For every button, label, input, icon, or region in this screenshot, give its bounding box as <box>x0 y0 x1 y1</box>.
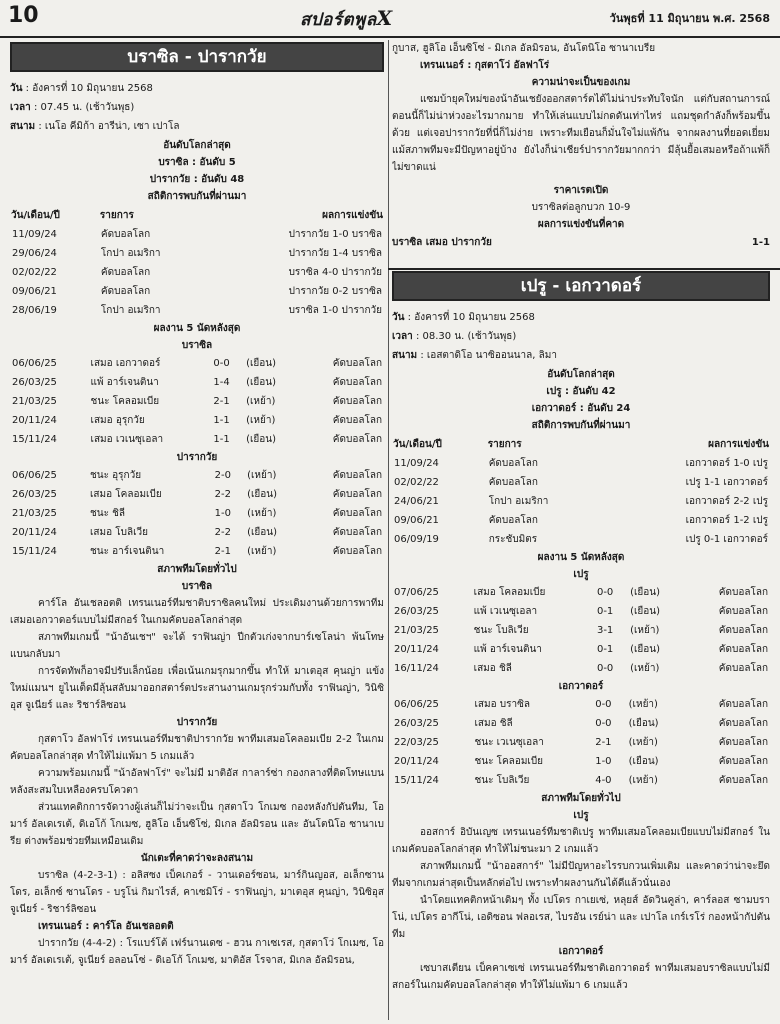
row-date: 11/09/24 <box>12 229 57 240</box>
match2-rank-a: เปรู : อันดับ 42 <box>546 386 616 397</box>
row-match: เสมอ ชิลี <box>474 718 513 729</box>
row-venue-type: (เยือน) <box>247 489 277 500</box>
match1-outlook-title: ความน่าจะเป็นของเกม <box>531 77 631 88</box>
row-event: คัดบอลโลก <box>100 286 151 297</box>
row-match: เสมอ โบลิเวีย <box>89 527 149 538</box>
match1-status-teamA: บราซิล <box>181 581 213 592</box>
col-date: วัน/เดือน/ปี <box>393 438 442 450</box>
table-row <box>10 430 384 449</box>
match1-date: วัน : อังคารที่ 10 มิถุนายน 2568 <box>10 83 153 94</box>
row-match: ชนะ เวเนซุเอลา <box>474 737 544 748</box>
table-row <box>392 583 770 602</box>
row-score: 0-0 <box>596 663 614 674</box>
row-date: 28/06/19 <box>12 305 57 316</box>
row-match: เสมอ อุรุกวัย <box>90 415 145 426</box>
match1-form-title: ผลงาน 5 นัดหลังสุด <box>153 323 241 334</box>
table-row <box>10 354 384 373</box>
issue-date: วันพุธที่ 11 มิถุนายน พ.ศ. 2568 <box>609 12 770 25</box>
page-header <box>0 0 780 38</box>
match2-teamA-label: เปรู <box>573 569 589 580</box>
row-match: ชนะ อุรุกวัย <box>89 470 142 481</box>
match2-form-title: ผลงาน 5 นัดหลังสุด <box>537 552 625 563</box>
row-match: แพ้ อาร์เจนตินา <box>473 644 542 655</box>
row-competition: คัดบอลโลก <box>718 587 768 598</box>
row-competition: คัดบอลโลก <box>332 489 382 500</box>
table-row <box>392 492 770 511</box>
table-row <box>392 714 770 733</box>
row-event: โกปา อเมริกา <box>488 496 549 507</box>
table-row <box>10 225 384 244</box>
row-venue-type: (เยือน) <box>630 644 660 655</box>
row-result: เปรู 0-1 เอกวาดอร์ <box>685 534 768 545</box>
match2-rank-b: เอกวาดอร์ : อันดับ 24 <box>531 403 631 414</box>
row-competition: คัดบอลโลก <box>718 699 768 710</box>
match1-teamA-label: บราซิล <box>181 340 213 351</box>
row-score: 0-0 <box>213 358 230 369</box>
publication-logo <box>300 6 460 30</box>
row-date: 26/03/25 <box>394 718 439 729</box>
table-row <box>10 244 384 263</box>
match2-teamB-label: เอกวาดอร์ <box>558 681 604 692</box>
row-date: 20/11/24 <box>12 527 57 538</box>
row-venue-type: (เหย้า) <box>628 737 658 748</box>
row-score: 1-1 <box>213 434 230 445</box>
row-score: 0-0 <box>596 587 614 598</box>
row-score: 1-0 <box>595 756 612 767</box>
table-row <box>392 695 770 714</box>
row-event: โกปา อเมริกา <box>100 248 161 259</box>
row-score: 1-1 <box>213 415 230 426</box>
col-event: รายการ <box>99 209 134 221</box>
match1-prediction <box>392 233 770 253</box>
row-date: 15/11/24 <box>12 434 57 445</box>
row-venue-type: (เหย้า) <box>247 508 277 519</box>
row-date: 06/06/25 <box>12 470 57 481</box>
paragraph: กุสตาโว อัลฟาโร่ เทรนเนอร์ทีมชาติปารากวัย พาทีมเสมอโคลอมเบีย 2-2 ในเกมคัดบอลโลกล่าสุด ทำให้ไม่แพ้มา 5 เกมแล้ว <box>10 734 384 762</box>
row-match: เสมอ เอกวาดอร์ <box>90 358 161 369</box>
row-competition: คัดบอลโลก <box>332 470 382 481</box>
lineup-a: บราซิล (4-2-3-1) : อลิสซง เบ็คเกอร์ - วานเดอร์ซอน, มาร์กินญอส, อเล็กซานโดร, อเล็กซ์ ซานโดร - บรูโน่ กิมาไรส์, คาเซมิโร่ - ราฟินญ่า, มาเตอุส คุนญ่า, วินิซิอุส จูเนียร์ - ริชาร์ลิซอน <box>10 870 384 915</box>
match2-status-teamA: เปรู <box>573 810 589 821</box>
table-row <box>10 485 384 504</box>
row-date: 21/03/25 <box>12 396 57 407</box>
match1-h2h-table <box>10 205 384 320</box>
match1-rank-b: ปารากวัย : อันดับ 48 <box>149 174 245 185</box>
table-row <box>392 771 770 790</box>
coach-b: เทรนเนอร์ : กุสตาโว่ อัลฟาโร่ <box>420 60 550 71</box>
row-venue-type: (เยือน) <box>630 606 660 617</box>
row-score: 3-1 <box>596 625 614 636</box>
row-date: 15/11/24 <box>394 775 439 786</box>
row-date: 09/06/21 <box>12 286 57 297</box>
row-competition: คัดบอลโลก <box>718 775 768 786</box>
match1-lineup-title: นักเตะที่คาดว่าจะลงสนาม <box>140 853 254 864</box>
paragraph: การจัดทัพก็อาจมีปรับเล็กน้อย เพื่อเน้นเกมรุกมากขึ้น ทำให้ มาเตอุส คุนญ่า แข้งใหม่แมนฯ ยูไนเต็ดมีลุ้นสลับมาออกสตาร์ตประสานงานเกมรุกร่วมกับทั้ง ราฟินญ่า, วินิซิอุส จูเนียร์ และ ริชาร์ลิซอน <box>10 666 384 711</box>
row-result: เอกวาดอร์ 2-2 เปรู <box>685 496 768 507</box>
row-event: คัดบอลโลก <box>488 515 538 526</box>
row-score: 0-1 <box>596 644 614 655</box>
match2-venue: สนาม : เอสตาดิโอ นาซิออนนาล, ลิมา <box>392 350 557 361</box>
row-result: เปรู 1-1 เอกวาดอร์ <box>685 477 768 488</box>
row-competition: คัดบอลโลก <box>332 415 382 426</box>
row-match: แพ้ อาร์เจนตินา <box>90 377 159 388</box>
row-event: คัดบอลโลก <box>488 458 538 469</box>
row-date: 06/09/19 <box>394 534 439 545</box>
table-row <box>392 454 770 473</box>
table-row <box>10 542 384 561</box>
row-venue-type: (เยือน) <box>628 756 659 767</box>
row-score: 2-0 <box>214 470 231 481</box>
match1-ranking-title: อันดับโลกล่าสุด <box>163 140 231 151</box>
match1-status-title: สภาพทีมโดยทั่วไป <box>157 564 237 575</box>
row-event: คัดบอลโลก <box>488 477 538 488</box>
row-match: เสมอ โคลอมเบีย <box>89 489 162 500</box>
table-row <box>10 263 384 282</box>
row-score: 0-0 <box>595 718 612 729</box>
logo-x: X <box>376 6 393 30</box>
row-competition: คัดบอลโลก <box>332 358 382 369</box>
table-row <box>10 373 384 392</box>
row-date: 16/11/24 <box>394 663 439 674</box>
table-row <box>392 659 770 678</box>
row-date: 20/11/24 <box>394 644 439 655</box>
paragraph: ออสการ์ อิบันเญซ เทรนเนอร์ทีมชาติเปรู พาทีมเสมอโคลอมเบียแบบไม่มีสกอร์ ในเกมคัดบอลโลกล่าสุด ทำให้ไม่ชนะมา 2 เกมแล้ว <box>392 827 770 855</box>
table-row <box>10 411 384 430</box>
row-match: แพ้ เวเนซุเอลา <box>473 606 538 617</box>
match2-ranking-title: อันดับโลกล่าสุด <box>547 369 615 380</box>
row-match: เสมอ ชิลี <box>473 663 512 674</box>
row-date: 15/11/24 <box>12 546 57 557</box>
table-row <box>10 523 384 542</box>
row-score: 1-4 <box>213 377 230 388</box>
paragraph: สภาพทีมเกมนี้ "น้าอันเชฯ" จะได้ ราฟินญ่า ปีกตัวเก่งจากบาร์เซโลน่า พ้นโทษแบนกลับมา <box>10 632 384 660</box>
table-row <box>10 504 384 523</box>
table-row <box>392 621 770 640</box>
match1-h2h-title: สถิติการพบกันที่ผ่านมา <box>147 191 247 202</box>
row-match: เสมอ โคลอมเบีย <box>473 587 546 598</box>
match2-title: เปรู - เอกวาดอร์ <box>392 271 770 301</box>
row-competition: คัดบอลโลก <box>332 527 382 538</box>
row-score: 2-1 <box>214 546 231 557</box>
row-score: 4-0 <box>595 775 612 786</box>
row-date: 02/02/22 <box>394 477 439 488</box>
row-score: 2-2 <box>214 489 231 500</box>
row-date: 24/06/21 <box>394 496 439 507</box>
table-row <box>392 733 770 752</box>
match2-status-teamB: เอกวาดอร์ <box>558 946 604 957</box>
row-date: 07/06/25 <box>394 587 439 598</box>
prediction-text: บราซิล เสมอ ปารากวัย <box>392 237 492 248</box>
match1-formB-table <box>10 466 384 561</box>
match1-odds-title: ราคาเรตเปิด <box>553 185 609 196</box>
h2h-header-row <box>392 434 770 454</box>
row-match: ชนะ โบลิเวีย <box>474 775 530 786</box>
row-venue-type: (เยือน) <box>630 587 660 598</box>
paragraph: ส่วนแทคติกการจัดวางผู้เล่นก็ไม่ว่าจะเป็น กุสตาโว โกเมซ กองหลังกัปตันทีม, โอมาร์ อัลเดเรเต้, ดิเอโก้ โกเมซ, ฮูลิโอ เอ็นซิโซ่, มิเกล อัลมิรอน และ อันโตนิโอ ซานาเบรีย ต่างพร้อมช่วยทีมเหมือนเดิม <box>10 802 384 847</box>
row-competition: คัดบอลโลก <box>718 644 768 655</box>
match2-h2h-title: สถิติการพบกันที่ผ่านมา <box>531 420 631 431</box>
row-venue-type: (เหย้า) <box>630 625 660 636</box>
row-competition: คัดบอลโลก <box>718 756 768 767</box>
row-venue-type: (เหย้า) <box>246 396 276 407</box>
row-competition: คัดบอลโลก <box>718 663 768 674</box>
row-date: 09/06/21 <box>394 515 439 526</box>
row-score: 2-1 <box>595 737 612 748</box>
row-result: เอกวาดอร์ 1-2 เปรู <box>685 515 768 526</box>
row-score: 0-1 <box>596 606 614 617</box>
row-date: 26/03/25 <box>12 489 57 500</box>
row-event: คัดบอลโลก <box>100 229 151 240</box>
table-row <box>392 602 770 621</box>
paragraph: สภาพทีมเกมนี้ "น้าออสการ์" ไม่มีปัญหาอะไรรบกวนเพิ่มเติม และคาดว่าน่าจะยึดทีมจากเกมล่าสุดเป็นหลักต่อไป เพราะทำผลงานกันได้ดีแล้วนั่นเอง <box>392 861 770 889</box>
row-date: 29/06/24 <box>12 248 57 259</box>
row-date: 02/02/22 <box>12 267 57 278</box>
row-competition: คัดบอลโลก <box>332 434 382 445</box>
row-match: ชนะ อาร์เจนตินา <box>89 546 165 557</box>
row-match: ชนะ โคลอมเบีย <box>90 396 160 407</box>
match2-h2h-table <box>392 434 770 549</box>
row-date: 21/03/25 <box>12 508 57 519</box>
lineup-b: ปารากวัย (4-4-2) : โรแบร์โต้ เฟร์นานเดซ - ฮวน กาเซเรส, กุสตาโว่ โกเมซ, โอมาร์ อัลเดเรเต้, จูเนียร์ อลอนโซ่ - ดิเอโก้ โกเมซ, มาติอัส โรจาส, มิเกล อัลมิรอน, <box>10 938 384 966</box>
table-row <box>392 752 770 771</box>
row-date: 06/06/25 <box>394 699 439 710</box>
column-divider <box>388 40 389 1020</box>
lineup-b-continued: กูบาส, ฮูลิโอ เอ็นซิโซ่ - มิเกล อัลมิรอน, อันโตนิโอ ซานาเบรีย <box>392 43 656 54</box>
match1-formA-table <box>10 354 384 449</box>
row-date: 20/11/24 <box>394 756 439 767</box>
row-venue-type: (เหย้า) <box>247 470 277 481</box>
row-match: เสมอ บราซิล <box>474 699 530 710</box>
row-match: ชนะ โบลิเวีย <box>473 625 529 636</box>
match2-formA-table <box>392 583 770 678</box>
row-score: 0-0 <box>595 699 612 710</box>
row-event: กระชับมิตร <box>488 534 538 545</box>
row-venue-type: (เหย้า) <box>628 775 658 786</box>
table-row <box>392 640 770 659</box>
row-result: ปารากวัย 0-2 บราซิล <box>288 286 382 297</box>
match1-title: บราซิล - ปารากวัย <box>10 42 384 72</box>
row-date: 26/03/25 <box>394 606 439 617</box>
row-venue-type: (เยือน) <box>247 527 277 538</box>
match1-outlook: แซมบ้ายุคใหม่ของน้าอันเชยังออกสตาร์ตได้ไม่น่าประทับใจนัก แต่กับสถานการณ์ตอนนี้ก็ไม่น่าห่วงอะไรมากมาย ทำให้เล่นแบบไม่กดดันเท่าไหร่ แถมชุดกำลังก็พร้อมขึ้นด้วย แต่เจอปารากวัยที่นี่ก็ไม่ง่าย เพราะทีมเยือนก็มั่นใจไม่แพ้กัน จากผลงานที่ยอดเยี่ยม แม้สภาพทีมจะมีปัญหาอยู่บ้าง ยังไงก็น่าเชียร์ปารากวัยมากกว่า มีลุ้นยื้อเสมอหรือถ้าแพ้ก็ไม่ขาดแน่ <box>392 94 770 173</box>
paragraph: นำโดยแทคติกหน้าเดิมๆ ทั้ง เปโดร กาเยเซ่, หลุยส์ อัดวินคูล่า, คาร์ลอส ซามบราโน่, เปโดร อากีโน่, เอดิซอน ฟลอเรส, ไบรอัน เรย์น่า และ เปาโล เกร์เรโร่ กองหน้ากัปตันทีม <box>392 895 770 940</box>
row-date: 21/03/25 <box>394 625 439 636</box>
row-venue-type: (เยือน) <box>246 358 276 369</box>
row-venue-type: (เหย้า) <box>630 663 660 674</box>
row-competition: คัดบอลโลก <box>718 718 768 729</box>
h2h-header-row <box>10 205 384 225</box>
match1-time: เวลา : 07.45 น. (เช้าวันพุธ) <box>10 102 135 113</box>
match1-status-teamB: ปารากวัย <box>176 717 218 728</box>
row-result: ปารากวัย 1-4 บราซิล <box>288 248 382 259</box>
table-row <box>392 473 770 492</box>
paragraph: คาร์โล อันเชลอตติ เทรนเนอร์ทีมชาติบราซิลคนใหม่ ประเดิมงานด้วยการพาทีมเสมอเอกวาดอร์แบบไม่มีสกอร์ ในเกมคัดบอลโลกล่าสุด <box>10 598 384 626</box>
row-venue-type: (เหย้า) <box>628 699 658 710</box>
col-result: ผลการแข่งขัน <box>322 209 383 221</box>
row-date: 26/03/25 <box>12 377 57 388</box>
match1-venue: สนาม : เนโอ คีมิก้า อารีน่า, เซา เปาโล <box>10 121 180 132</box>
col-event: รายการ <box>487 438 522 450</box>
row-result: บราซิล 1-0 ปารากวัย <box>288 305 382 316</box>
col-result: ผลการแข่งขัน <box>708 438 769 450</box>
page-number: 10 <box>8 3 39 28</box>
row-date: 06/06/25 <box>12 358 57 369</box>
paragraph: เซบาสเตียน เบ็คคาเซเซ่ เทรนเนอร์ทีมชาติเอกวาดอร์ พาทีมเสมอบราซิลแบบไม่มีสกอร์ในเกมคัดบอลโลกล่าสุด ทำให้ไม่แพ้มา 6 เกมแล้ว <box>392 963 770 991</box>
row-result: เอกวาดอร์ 1-0 เปรู <box>685 458 768 469</box>
prediction-score: 1-1 <box>751 237 770 248</box>
row-score: 2-2 <box>214 527 231 538</box>
paragraph: ความพร้อมเกมนี้ "น้าอัลฟาโร่" จะไม่มี มาติอัส กาลาร์ซ่า กองกลางที่ติดโทษแบน หลังสะสมใบเหลืองครบโควตา <box>10 768 384 796</box>
row-score: 1-0 <box>214 508 231 519</box>
row-competition: คัดบอลโลก <box>332 546 382 557</box>
row-result: ปารากวัย 1-0 บราซิล <box>288 229 382 240</box>
right-column <box>392 40 770 1020</box>
coach-a: เทรนเนอร์ : คาร์โล อันเชลอตติ <box>38 921 174 932</box>
row-competition: คัดบอลโลก <box>332 377 382 388</box>
match1-pred-title: ผลการแข่งขันที่คาด <box>537 219 625 230</box>
row-score: 2-1 <box>213 396 230 407</box>
row-venue-type: (เยือน) <box>246 434 276 445</box>
row-venue-type: (เหย้า) <box>246 415 276 426</box>
row-event: คัดบอลโลก <box>100 267 151 278</box>
row-match: ชนะ โคลอมเบีย <box>474 756 544 767</box>
table-row <box>10 466 384 485</box>
row-event: โกปา อเมริกา <box>100 305 161 316</box>
row-match: ชนะ ชิลี <box>89 508 126 519</box>
row-match: เสมอ เวเนซุเอลา <box>90 434 164 445</box>
row-venue-type: (เยือน) <box>628 718 659 729</box>
row-date: 11/09/24 <box>394 458 439 469</box>
match2-status-title: สภาพทีมโดยทั่วไป <box>541 793 621 804</box>
row-competition: คัดบอลโลก <box>332 508 382 519</box>
row-competition: คัดบอลโลก <box>718 625 768 636</box>
table-row <box>10 282 384 301</box>
row-date: 20/11/24 <box>12 415 57 426</box>
match2-time: เวลา : 08.30 น. (เช้าวันพุธ) <box>392 331 517 342</box>
row-venue-type: (เยือน) <box>246 377 276 388</box>
match1-teamB-label: ปารากวัย <box>176 452 218 463</box>
left-column <box>10 40 384 1020</box>
match1-rank-a: บราซิล : อันดับ 5 <box>158 157 236 168</box>
table-row <box>392 511 770 530</box>
match2-date: วัน : อังคารที่ 10 มิถุนายน 2568 <box>392 312 535 323</box>
match2-formB-table <box>392 695 770 790</box>
table-row <box>392 530 770 549</box>
table-row <box>10 301 384 320</box>
row-result: บราซิล 4-0 ปารากวัย <box>288 267 382 278</box>
col-date: วัน/เดือน/ปี <box>11 209 60 221</box>
table-row <box>10 392 384 411</box>
row-competition: คัดบอลโลก <box>718 606 768 617</box>
row-venue-type: (เหย้า) <box>247 546 277 557</box>
row-competition: คัดบอลโลก <box>332 396 382 407</box>
row-competition: คัดบอลโลก <box>718 737 768 748</box>
logo-text: สปอร์ตพูล <box>300 10 377 30</box>
match1-odds: บราซิลต่อลูกบวก 10-9 <box>531 202 631 213</box>
row-date: 22/03/25 <box>394 737 439 748</box>
